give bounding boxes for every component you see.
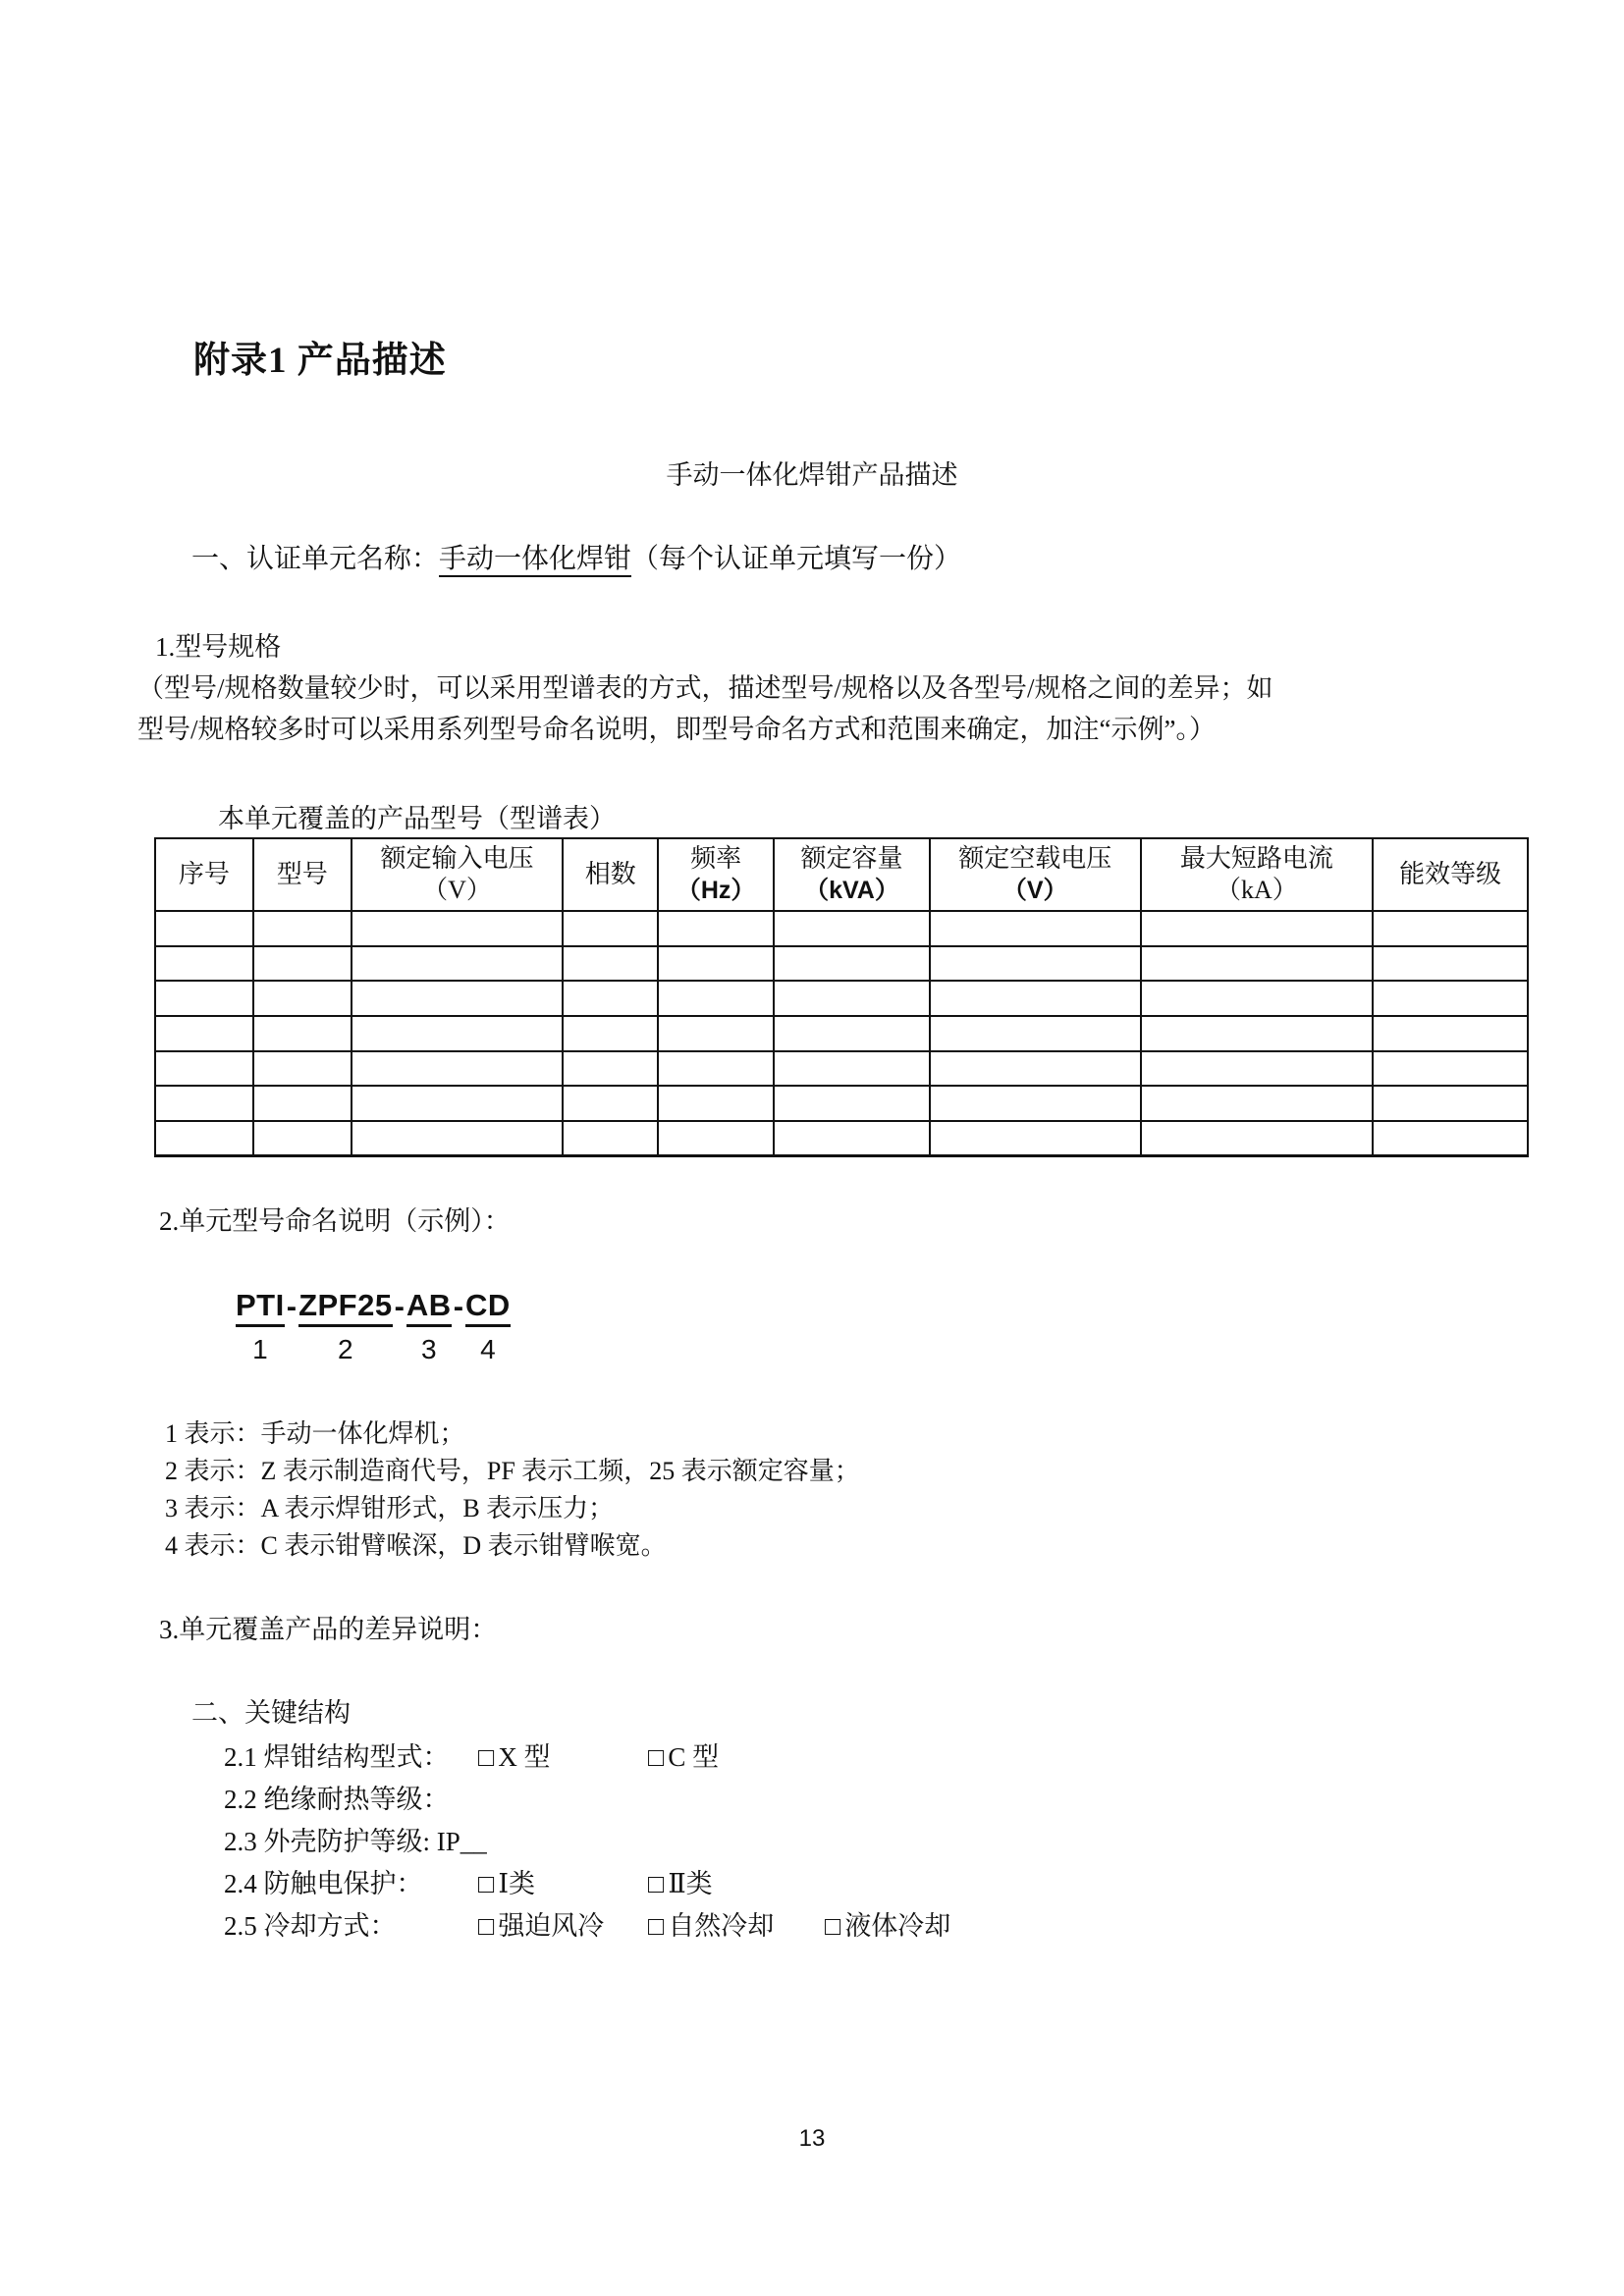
model-segment xyxy=(465,1288,511,1365)
table-cell xyxy=(774,1121,930,1156)
table-cell xyxy=(563,911,658,946)
header-unit: （V） xyxy=(1001,876,1068,904)
header-unit: （Hz） xyxy=(676,876,756,904)
header-unit: （kVA） xyxy=(804,876,899,904)
page-title: 附录1 产品描述 xyxy=(193,341,447,381)
checkbox-option xyxy=(478,1735,551,1774)
table-cell xyxy=(563,1121,658,1156)
table-cell xyxy=(1141,1086,1374,1121)
table-cell xyxy=(1141,981,1374,1016)
table-row xyxy=(155,1086,1528,1121)
table-cell xyxy=(930,1121,1141,1156)
table-cell xyxy=(1141,946,1374,982)
section-certification-unit xyxy=(191,537,961,576)
table-cell xyxy=(253,981,352,1016)
checkbox-icon: □ xyxy=(478,1742,495,1772)
table-cell xyxy=(1373,1086,1528,1121)
header-unit: （V） xyxy=(422,876,492,904)
table-cell xyxy=(658,1016,774,1051)
key-structure-item-clamp-type xyxy=(224,1735,1500,1772)
table-cell xyxy=(658,1051,774,1087)
checkbox-option xyxy=(648,1862,713,1900)
table-row xyxy=(155,946,1528,982)
item-label: 2.4 防触电保护： xyxy=(224,1869,423,1898)
section-one-label: 一、认证单元名称： xyxy=(191,544,440,574)
table-cell xyxy=(1373,946,1528,982)
model-segment xyxy=(298,1288,393,1365)
table-cell xyxy=(155,1086,253,1121)
table-cell xyxy=(658,981,774,1016)
table-cell xyxy=(930,981,1141,1016)
column-header-frequency: 频率 （Hz） xyxy=(658,838,774,911)
table-cell xyxy=(774,981,930,1016)
table-cell xyxy=(352,981,564,1016)
table-cell xyxy=(253,911,352,946)
table-cell xyxy=(563,1016,658,1051)
column-header-index: 序号 xyxy=(155,838,253,911)
checkbox-icon: □ xyxy=(478,1911,495,1941)
doc-subtitle: 手动一体化焊钳产品描述 xyxy=(666,460,958,490)
option-label: 强迫风冷 xyxy=(498,1911,605,1941)
table-cell xyxy=(1141,1051,1374,1087)
checkbox-option xyxy=(478,1862,535,1900)
table-row xyxy=(155,911,1528,946)
option-label: Ⅰ类 xyxy=(498,1869,535,1898)
column-header-no-load-voltage: 额定空载电压 （V） xyxy=(930,838,1141,911)
table-cell xyxy=(352,1121,564,1156)
table-cell xyxy=(774,1051,930,1087)
option-label: 自然冷却 xyxy=(668,1911,775,1941)
checkbox-option xyxy=(648,1735,719,1774)
segment-text: AB xyxy=(406,1288,452,1327)
table-cell xyxy=(930,946,1141,982)
spec-note-line-1: （型号/规格数量较少时，可以采用型谱表的方式，描述型号/规格以及各型号/规格之间的差异；如 xyxy=(137,673,1273,703)
table-cell xyxy=(155,981,253,1016)
table-cell xyxy=(155,946,253,982)
table-header-row xyxy=(155,838,1528,911)
key-structure-item-ip-rating xyxy=(224,1820,1500,1856)
segment-number: 4 xyxy=(480,1334,496,1364)
option-label: Ⅱ类 xyxy=(668,1869,713,1898)
certification-unit-name: 手动一体化焊钳 xyxy=(439,544,631,577)
table-row xyxy=(155,1121,1528,1156)
checkbox-option xyxy=(648,1904,774,1943)
naming-note: 2 表示：Z 表示制造商代号，PF 表示工频，25 表示额定容量； xyxy=(165,1457,860,1485)
table-cell xyxy=(563,1086,658,1121)
column-header-max-short-circuit-current: 最大短路电流 （kA） xyxy=(1141,838,1374,911)
model-segment xyxy=(236,1288,285,1365)
table-cell xyxy=(1373,1016,1528,1051)
table-cell xyxy=(1373,1121,1528,1156)
table-row xyxy=(155,1051,1528,1087)
item-label: 2.5 冷却方式： xyxy=(224,1911,397,1941)
key-structure-item-shock-protection xyxy=(224,1862,1500,1896)
segment-number: 1 xyxy=(252,1334,268,1364)
column-header-rated-capacity: 额定容量 （kVA） xyxy=(774,838,930,911)
table-cell xyxy=(1373,981,1528,1016)
key-structure-item-insulation xyxy=(224,1778,1500,1814)
checkbox-option xyxy=(478,1904,604,1943)
column-header-model: 型号 xyxy=(253,838,352,911)
table-cell xyxy=(352,1086,564,1121)
item-label: 2.3 外壳防护等级: xyxy=(224,1827,437,1856)
table-cell xyxy=(774,1016,930,1051)
checkbox-icon: □ xyxy=(648,1911,665,1941)
checkbox-icon: □ xyxy=(478,1869,495,1898)
table-cell xyxy=(253,1086,352,1121)
table-cell xyxy=(352,946,564,982)
heading-difference: 3.单元覆盖产品的差异说明： xyxy=(159,1615,498,1644)
table-cell xyxy=(658,911,774,946)
table-cell xyxy=(155,911,253,946)
table-cell xyxy=(774,1086,930,1121)
table-cell xyxy=(658,1086,774,1121)
table-cell xyxy=(352,1051,564,1087)
column-header-phases: 相数 xyxy=(563,838,658,911)
table-cell xyxy=(253,946,352,982)
table-cell xyxy=(155,1051,253,1087)
table-cell xyxy=(658,946,774,982)
item-label: 2.2 绝缘耐热等级： xyxy=(224,1785,450,1814)
table-cell xyxy=(1141,911,1374,946)
table-cell xyxy=(1373,911,1528,946)
table-cell xyxy=(930,1086,1141,1121)
table-cell xyxy=(774,911,930,946)
column-header-efficiency-grade: 能效等级 xyxy=(1373,838,1528,911)
segment-separator: - xyxy=(453,1289,464,1323)
section-one-suffix: （每个认证单元填写一份） xyxy=(631,544,962,574)
table-cell xyxy=(1141,1121,1374,1156)
checkbox-icon: □ xyxy=(825,1911,841,1941)
table-caption: 本单元覆盖的产品型号（型谱表） xyxy=(218,804,616,833)
table-cell xyxy=(774,946,930,982)
table-row xyxy=(155,981,1528,1016)
heading-key-structure: 二、关键结构 xyxy=(191,1698,351,1728)
checkbox-icon: □ xyxy=(648,1869,665,1898)
column-header-input-voltage: 额定输入电压 （V） xyxy=(352,838,564,911)
segment-number: 3 xyxy=(421,1334,437,1364)
page-number: 13 xyxy=(798,2125,826,2152)
table-cell xyxy=(563,946,658,982)
table-cell xyxy=(253,1016,352,1051)
ip-value: IP__ xyxy=(436,1827,487,1856)
table-cell xyxy=(253,1051,352,1087)
table-cell xyxy=(930,911,1141,946)
naming-note: 4 表示：C 表示钳臂喉深，D 表示钳臂喉宽。 xyxy=(165,1531,667,1560)
table-cell xyxy=(1373,1051,1528,1087)
model-segment xyxy=(406,1288,452,1365)
segment-separator: - xyxy=(286,1289,298,1323)
table-cell xyxy=(563,981,658,1016)
naming-note: 1 表示：手动一体化焊机； xyxy=(165,1419,465,1448)
heading-model-spec: 1.型号规格 xyxy=(155,632,282,662)
option-label: 液体冷却 xyxy=(844,1911,951,1941)
checkbox-icon: □ xyxy=(648,1742,665,1772)
naming-note: 3 表示：A 表示焊钳形式，B 表示压力； xyxy=(165,1494,615,1522)
item-label: 2.1 焊钳结构型式： xyxy=(224,1742,450,1772)
option-label: C 型 xyxy=(668,1742,720,1772)
table-cell xyxy=(930,1016,1141,1051)
table-cell xyxy=(155,1016,253,1051)
table-cell xyxy=(563,1051,658,1087)
segment-text: ZPF25 xyxy=(298,1288,393,1327)
table-row xyxy=(155,1016,1528,1051)
table-cell xyxy=(930,1051,1141,1087)
spec-note-line-2: 型号/规格较多时可以采用系列型号命名说明，即型号命名方式和范围来确定，加注“示例”。） xyxy=(137,715,1216,744)
segment-text: PTI xyxy=(236,1288,285,1327)
checkbox-option xyxy=(825,1904,950,1943)
products-table xyxy=(154,837,1529,1157)
table-cell xyxy=(658,1121,774,1156)
table-cell xyxy=(352,911,564,946)
header-unit: （kA） xyxy=(1216,876,1298,904)
segment-separator: - xyxy=(394,1289,405,1323)
model-code xyxy=(236,1288,511,1365)
table-cell xyxy=(155,1121,253,1156)
option-label: X 型 xyxy=(498,1742,551,1772)
table-cell xyxy=(253,1121,352,1156)
heading-naming: 2.单元型号命名说明（示例）： xyxy=(159,1206,511,1236)
table-cell xyxy=(1141,1016,1374,1051)
segment-text: CD xyxy=(465,1288,511,1327)
key-structure-item-cooling xyxy=(224,1904,1500,1941)
segment-number: 2 xyxy=(338,1334,353,1364)
table-cell xyxy=(352,1016,564,1051)
